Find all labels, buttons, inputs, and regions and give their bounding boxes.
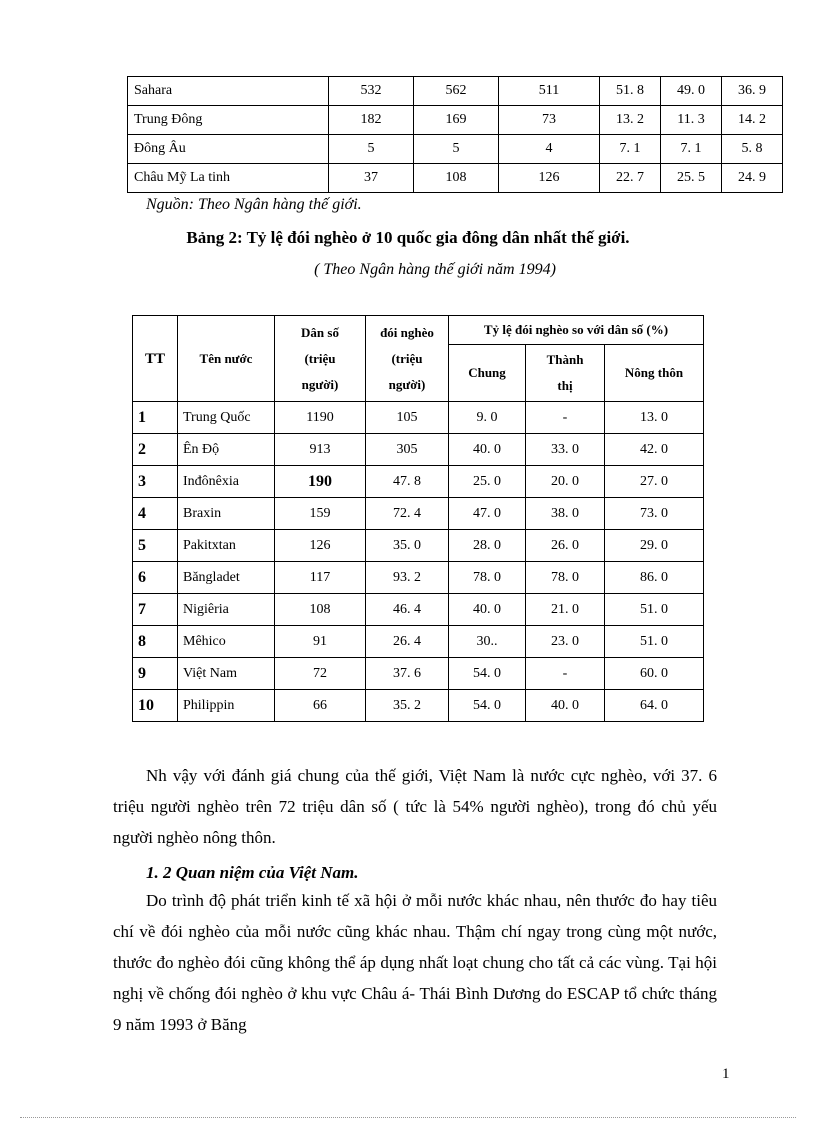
table-row [133,402,704,434]
population-cell: 913 [275,434,366,466]
general-ratio-cell: 78. 0 [449,562,526,594]
region-value: 5 [329,135,414,164]
table1-source: Nguồn: Theo Ngân hàng thế giới. [146,196,362,213]
region-value: 24. 9 [722,164,783,193]
row-number: 3 [133,466,178,498]
region-name: Châu Mỹ La tinh [128,164,329,193]
row-number: 4 [133,498,178,530]
region-value: 49. 0 [661,77,722,106]
table-row [133,690,704,722]
general-ratio-cell: 9. 0 [449,402,526,434]
poor-population-cell: 37. 6 [366,658,449,690]
rural-ratio-cell: 42. 0 [605,434,704,466]
poor-population-cell: 26. 4 [366,626,449,658]
region-value: 22. 7 [600,164,661,193]
table-row [133,530,704,562]
regional-poverty-table [127,76,783,193]
region-value: 511 [499,77,600,106]
table-row [133,658,704,690]
urban-ratio-cell: 20. 0 [526,466,605,498]
section-heading: 1. 2 Quan niệm của Việt Nam. [146,863,359,882]
row-number: 1 [133,402,178,434]
header-population [275,316,366,402]
general-ratio-cell: 47. 0 [449,498,526,530]
header-urban-l1: Thành [546,352,584,367]
header-tt: TT [133,316,178,402]
table2-title: Bảng 2: Tỷ lệ đói nghèo ở 10 quốc gia đông dân nhất thế giới. [186,228,630,247]
urban-ratio-cell: - [526,658,605,690]
population-cell: 159 [275,498,366,530]
population-cell: 108 [275,594,366,626]
rural-ratio-cell: 60. 0 [605,658,704,690]
urban-ratio-cell: 33. 0 [526,434,605,466]
poor-population-cell: 47. 8 [366,466,449,498]
header-population-l2: (triệu [304,350,336,366]
table-row [133,626,704,658]
region-value: 4 [499,135,600,164]
table-row [128,77,783,106]
row-number: 2 [133,434,178,466]
country-name: Pakitxtan [178,530,275,562]
poor-population-cell: 35. 0 [366,530,449,562]
general-ratio-cell: 28. 0 [449,530,526,562]
country-name: Philippin [178,690,275,722]
paragraph-measurement [113,885,717,1040]
rural-ratio-cell: 64. 0 [605,690,704,722]
country-name: Băngladet [178,562,275,594]
region-value: 169 [414,106,499,135]
table2-subtitle: ( Theo Ngân hàng thế giới năm 1994) [314,261,556,278]
region-name: Trung Đông [128,106,329,135]
region-value: 37 [329,164,414,193]
general-ratio-cell: 40. 0 [449,434,526,466]
country-poverty-table [132,315,704,722]
header-poor [366,316,449,402]
header-urban [526,345,605,402]
rural-ratio-cell: 51. 0 [605,626,704,658]
table-row [133,498,704,530]
country-name: Trung Quốc [178,402,275,434]
country-name: Inđônêxia [178,466,275,498]
urban-ratio-cell: - [526,402,605,434]
row-number: 5 [133,530,178,562]
urban-ratio-cell: 21. 0 [526,594,605,626]
rural-ratio-cell: 86. 0 [605,562,704,594]
region-value: 532 [329,77,414,106]
population-cell: 126 [275,530,366,562]
rural-ratio-cell: 13. 0 [605,402,704,434]
row-number: 8 [133,626,178,658]
urban-ratio-cell: 23. 0 [526,626,605,658]
rural-ratio-cell: 73. 0 [605,498,704,530]
population-cell: 1190 [275,402,366,434]
urban-ratio-cell: 40. 0 [526,690,605,722]
urban-ratio-cell: 26. 0 [526,530,605,562]
paragraph-vietnam-summary-text: Nh vậy với đánh giá chung của thế giới, Việt Nam là nước cực nghèo, với 37. 6 triệu người nghèo trên 72 triệu dân số ( tức là 54% người nghèo), trong đó chủ yếu người nghèo nông thôn. [113,766,717,847]
region-value: 51. 8 [600,77,661,106]
poor-population-cell: 105 [366,402,449,434]
general-ratio-cell: 54. 0 [449,690,526,722]
region-value: 108 [414,164,499,193]
header-country: Tên nước [178,316,275,402]
header-rural: Nông thôn [605,345,704,402]
population-cell: 190 [275,466,366,498]
region-value: 182 [329,106,414,135]
country-name: Mêhico [178,626,275,658]
header-ratio: Tỷ lệ đói nghèo so với dân số (%) [449,316,704,345]
country-name: Nigiêria [178,594,275,626]
table-row [133,466,704,498]
region-value: 14. 2 [722,106,783,135]
table-row [133,562,704,594]
region-value: 7. 1 [600,135,661,164]
population-cell: 117 [275,562,366,594]
header-poor-l1: đói nghèo [380,324,434,340]
poor-population-cell: 93. 2 [366,562,449,594]
page-bottom-divider [20,1117,796,1118]
row-number: 6 [133,562,178,594]
general-ratio-cell: 40. 0 [449,594,526,626]
paragraph-measurement-text: Do trình độ phát triển kinh tế xã hội ở mỗi nước khác nhau, nên thước đo hay tiêu chí về đói nghèo của mỗi nước cũng khác nhau. Thậm chí ngay trong cùng một nước, thước đo nghèo đói cũng không thể áp dụng nhất loạt chung cho tất cả các vùng. Tại hội nghị về chống đói nghèo ở khu vực Châu á- Thái Bình Dương do ESCAP tổ chức tháng 9 năm 1993 ở Băng [113,891,717,1034]
table-row [128,164,783,193]
region-value: 5 [414,135,499,164]
country-name: Việt Nam [178,658,275,690]
country-name: Braxin [178,498,275,530]
row-number: 9 [133,658,178,690]
table-row [128,135,783,164]
region-value: 13. 2 [600,106,661,135]
paragraph-vietnam-summary [113,760,717,853]
urban-ratio-cell: 78. 0 [526,562,605,594]
header-poor-l2: (triệu [391,350,423,366]
region-value: 73 [499,106,600,135]
region-value: 25. 5 [661,164,722,193]
table-row [128,106,783,135]
row-number: 7 [133,594,178,626]
rural-ratio-cell: 27. 0 [605,466,704,498]
page-number: 1 [722,1066,730,1082]
header-general: Chung [449,345,526,402]
population-cell: 72 [275,658,366,690]
region-value: 562 [414,77,499,106]
table-row [133,594,704,626]
region-value: 5. 8 [722,135,783,164]
table-row [133,434,704,466]
poor-population-cell: 305 [366,434,449,466]
urban-ratio-cell: 38. 0 [526,498,605,530]
country-poverty-table-body [133,402,704,722]
population-cell: 91 [275,626,366,658]
header-poor-l3: người) [388,376,426,392]
poor-population-cell: 72. 4 [366,498,449,530]
region-value: 36. 9 [722,77,783,106]
header-urban-l2: thị [557,378,573,393]
rural-ratio-cell: 51. 0 [605,594,704,626]
regional-poverty-table-body [128,77,783,193]
region-name: Đông Âu [128,135,329,164]
population-cell: 66 [275,690,366,722]
region-value: 11. 3 [661,106,722,135]
general-ratio-cell: 30.. [449,626,526,658]
poor-population-cell: 35. 2 [366,690,449,722]
general-ratio-cell: 54. 0 [449,658,526,690]
general-ratio-cell: 25. 0 [449,466,526,498]
country-name: Ên Độ [178,434,275,466]
region-value: 126 [499,164,600,193]
region-name: Sahara [128,77,329,106]
poor-population-cell: 46. 4 [366,594,449,626]
row-number: 10 [133,690,178,722]
header-population-l1: Dân số [301,324,339,340]
rural-ratio-cell: 29. 0 [605,530,704,562]
header-population-l3: người) [301,376,339,392]
region-value: 7. 1 [661,135,722,164]
